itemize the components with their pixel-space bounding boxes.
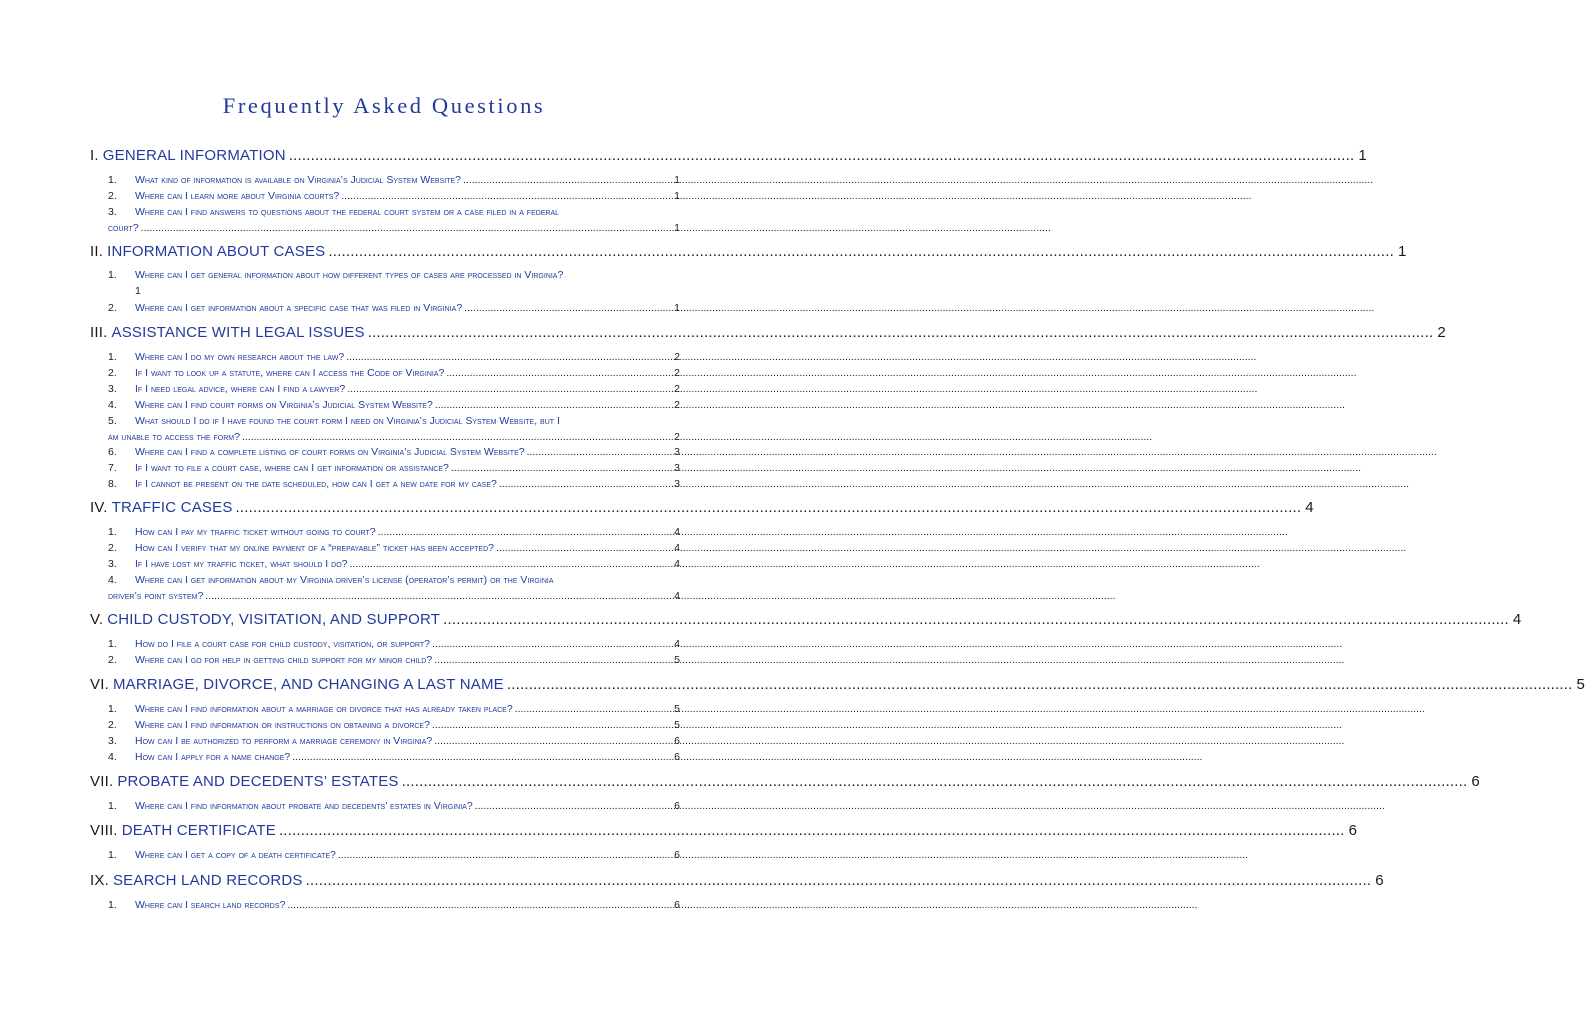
- dot-leader: [205, 590, 673, 603]
- item-page: 2: [674, 367, 680, 379]
- dot-leader: [292, 751, 673, 764]
- dot-leader: [443, 611, 1509, 629]
- section-numeral: I.: [90, 147, 99, 164]
- toc-section-information-about-cases[interactable]: [90, 243, 1407, 261]
- item-page: 6: [674, 849, 680, 861]
- section-title[interactable]: DEATH CERTIFICATE: [121, 822, 276, 839]
- item-question-link[interactable]: How can I be authorized to perform a marriage ceremony in Virginia?: [135, 735, 433, 747]
- item-number: 3.: [108, 558, 117, 570]
- dot-leader: [378, 526, 674, 539]
- section-page: 4: [1512, 611, 1522, 628]
- item-question-link[interactable]: Where can I find information about probate and decedents’ estates in Virginia?: [135, 800, 473, 812]
- item-page: 4: [674, 558, 680, 570]
- item-question-link[interactable]: If I want to file a court case, where can I get information or assistance?: [135, 462, 449, 474]
- item-question-link[interactable]: Where can I get information about a specific case that was filed in Virginia?: [135, 302, 463, 314]
- item-page: 3: [674, 462, 680, 474]
- item-page: 1: [674, 302, 680, 314]
- item-page: 1: [674, 190, 680, 202]
- section-numeral: IX.: [90, 872, 109, 889]
- section-page: 6: [1375, 872, 1384, 889]
- dot-leader: [432, 719, 673, 732]
- section-title[interactable]: PROBATE AND DECEDENTS’ ESTATES: [117, 773, 399, 790]
- toc-section-probate[interactable]: [90, 773, 1480, 791]
- dot-leader: [434, 735, 673, 748]
- item-question-link[interactable]: Where can I find court forms on Virginia’s Judicial System Website?: [135, 399, 433, 411]
- item-question-link[interactable]: How can I verify that my online payment of a “prepayable” ticket has been accepted?: [135, 542, 494, 554]
- item-page: 1: [135, 285, 141, 297]
- item-question-link[interactable]: If I have lost my traffic ticket, what should I do?: [135, 558, 348, 570]
- section-title[interactable]: ASSISTANCE WITH LEGAL ISSUES: [111, 324, 365, 341]
- section-page: 4: [1305, 499, 1314, 516]
- dot-leader: [328, 243, 1394, 261]
- dot-leader: [287, 899, 673, 912]
- dot-leader: [451, 462, 673, 475]
- dot-leader: [242, 431, 673, 444]
- dot-leader: [346, 351, 673, 364]
- section-page: 2: [1437, 324, 1446, 341]
- item-number: 4.: [108, 399, 117, 411]
- item-number: 1.: [108, 174, 117, 186]
- item-question-link[interactable]: Where can I search land records?: [135, 899, 286, 911]
- section-numeral: VII.: [90, 773, 114, 790]
- item-page: 6: [674, 735, 680, 747]
- item-page: 6: [674, 899, 680, 911]
- section-title[interactable]: GENERAL INFORMATION: [102, 147, 286, 164]
- dot-leader: [141, 222, 674, 235]
- item-question-link[interactable]: How can I apply for a name change?: [135, 751, 291, 763]
- item-number: 2.: [108, 367, 117, 379]
- item-page: 6: [674, 800, 680, 812]
- dot-leader: [463, 174, 673, 187]
- item-number: 2.: [108, 654, 117, 666]
- section-title[interactable]: MARRIAGE, DIVORCE, AND CHANGING A LAST NAME: [112, 676, 504, 693]
- toc-section-child-custody[interactable]: [90, 611, 1522, 629]
- toc-section-death-certificate[interactable]: [90, 822, 1358, 840]
- item-question-link-continued[interactable]: court?: [108, 222, 139, 234]
- item-question-link[interactable]: If I cannot be present on the date scheduled, how can I get a new date for my case?: [135, 478, 497, 490]
- dot-leader: [515, 703, 673, 716]
- dot-leader: [464, 302, 673, 315]
- dot-leader: [507, 676, 1573, 694]
- item-page: 4: [674, 590, 680, 602]
- dot-leader: [432, 638, 673, 651]
- item-question-link[interactable]: How can I pay my traffic ticket without going to court?: [135, 526, 376, 538]
- item-number: 1.: [108, 800, 117, 812]
- item-number: 1.: [108, 849, 117, 861]
- section-title[interactable]: TRAFFIC CASES: [111, 499, 233, 516]
- item-question-link[interactable]: If I want to look up a statute, where can I access the Code of Virginia?: [135, 367, 445, 379]
- item-page: 4: [674, 526, 680, 538]
- section-page: 1: [1398, 243, 1407, 260]
- section-title[interactable]: INFORMATION ABOUT CASES: [107, 243, 326, 260]
- item-page: 3: [674, 446, 680, 458]
- item-question-link[interactable]: Where can I learn more about Virginia courts?: [135, 190, 340, 202]
- dot-leader: [446, 367, 673, 380]
- item-number: 3.: [108, 206, 117, 218]
- item-page: 4: [674, 542, 680, 554]
- item-number: 5.: [108, 415, 117, 427]
- section-page: 6: [1348, 822, 1358, 839]
- section-page: 1: [1358, 147, 1367, 164]
- item-number: 2.: [108, 542, 117, 554]
- dot-leader: [338, 849, 673, 862]
- item-number: 4.: [108, 574, 117, 586]
- dot-leader: [435, 399, 673, 412]
- item-number: 1.: [108, 269, 117, 281]
- dot-leader: [402, 773, 1468, 791]
- dot-leader: [496, 542, 673, 555]
- dot-leader: [236, 499, 1302, 517]
- dot-leader: [499, 478, 673, 491]
- item-page: 5: [674, 703, 680, 715]
- item-number: 1.: [108, 351, 117, 363]
- item-number: 2.: [108, 719, 117, 731]
- toc-section-assistance-with-legal-issues[interactable]: [90, 324, 1446, 342]
- item-page: 1: [674, 174, 680, 186]
- item-number: 1.: [108, 703, 117, 715]
- item-page: 5: [674, 719, 680, 731]
- item-page: 3: [674, 478, 680, 490]
- item-page: 4: [674, 638, 680, 650]
- item-question-link[interactable]: How do I file a court case for child custody, visitation, or support?: [135, 638, 430, 650]
- section-title[interactable]: CHILD CUSTODY, VISITATION, AND SUPPORT: [107, 611, 441, 628]
- item-question-link[interactable]: Where can I find answers to questions about the federal court system or a case filed in a federal: [135, 206, 560, 218]
- section-numeral: III.: [90, 324, 108, 341]
- item-question-link[interactable]: If I need legal advice, where can I find a lawyer?: [135, 383, 346, 395]
- section-numeral: IV.: [90, 499, 108, 516]
- section-numeral: VI.: [90, 676, 109, 693]
- item-page: 2: [674, 399, 680, 411]
- item-page: 2: [674, 351, 680, 363]
- item-question-link[interactable]: Where can I find a complete listing of court forms on Virginia’s Judicial System Website?: [135, 446, 525, 458]
- item-question-link-continued[interactable]: driver’s point system?: [108, 590, 204, 602]
- dot-leader: [341, 190, 673, 203]
- dot-leader: [347, 383, 673, 396]
- dot-leader: [475, 800, 674, 813]
- dot-leader: [527, 446, 674, 459]
- section-page: 6: [1471, 773, 1480, 790]
- dot-leader: [289, 147, 1355, 165]
- page-title: Frequently Asked Questions: [222, 93, 546, 118]
- dot-leader: [349, 558, 673, 571]
- item-number: 1.: [108, 638, 117, 650]
- item-question-link[interactable]: Where can I go for help in getting child support for my minor child?: [135, 654, 433, 666]
- dot-leader: [368, 324, 1434, 342]
- item-question-link[interactable]: Where can I get a copy of a death certificate?: [135, 849, 336, 861]
- item-question-link[interactable]: Where can I find information or instructions on obtaining a divorce?: [135, 719, 430, 731]
- section-numeral: VIII.: [90, 822, 118, 839]
- item-number: 3.: [108, 735, 117, 747]
- item-number: 2.: [108, 302, 117, 314]
- item-question-link[interactable]: Where can I get general information about how different types of cases are processed in Virginia?: [135, 269, 564, 281]
- item-number: 2.: [108, 190, 117, 202]
- toc-section-marriage-divorce[interactable]: [90, 676, 1585, 694]
- item-number: 4.: [108, 751, 117, 763]
- dot-leader: [434, 654, 673, 667]
- item-number: 6.: [108, 446, 117, 458]
- dot-leader: [306, 872, 1372, 890]
- section-title[interactable]: SEARCH LAND RECORDS: [112, 872, 303, 889]
- item-question-link-continued[interactable]: am unable to access the form?: [108, 431, 240, 443]
- item-number: 3.: [108, 383, 117, 395]
- item-number: 1.: [108, 899, 117, 911]
- item-page: 5: [674, 654, 680, 666]
- item-number: 7.: [108, 462, 117, 474]
- dot-leader: [279, 822, 1345, 840]
- item-page: 2: [674, 383, 680, 395]
- section-numeral: V.: [90, 611, 104, 628]
- item-question-link[interactable]: Where can I do my own research about the law?: [135, 351, 345, 363]
- item-page: 1: [674, 222, 680, 234]
- item-question-link[interactable]: Where can I get information about my Virginia driver’s license (operator’s permit) or the Virginia: [135, 574, 554, 586]
- item-number: 1.: [108, 526, 117, 538]
- section-page: 5: [1576, 676, 1585, 693]
- item-page: 2: [674, 431, 680, 443]
- item-number: 8.: [108, 478, 117, 490]
- item-question-link[interactable]: Where can I find information about a marriage or divorce that has already taken place?: [135, 703, 513, 715]
- toc-section-traffic-cases[interactable]: [90, 499, 1314, 517]
- toc-section-general-information[interactable]: [90, 147, 1367, 165]
- toc-section-search-land-records[interactable]: [90, 872, 1384, 890]
- item-page: 6: [674, 751, 680, 763]
- item-question-link[interactable]: What kind of information is available on Virginia’s Judicial System Website?: [135, 174, 461, 186]
- item-question-link[interactable]: What should I do if I have found the court form I need on Virginia’s Judicial System Website, but I: [135, 415, 560, 427]
- section-numeral: II.: [90, 243, 104, 260]
